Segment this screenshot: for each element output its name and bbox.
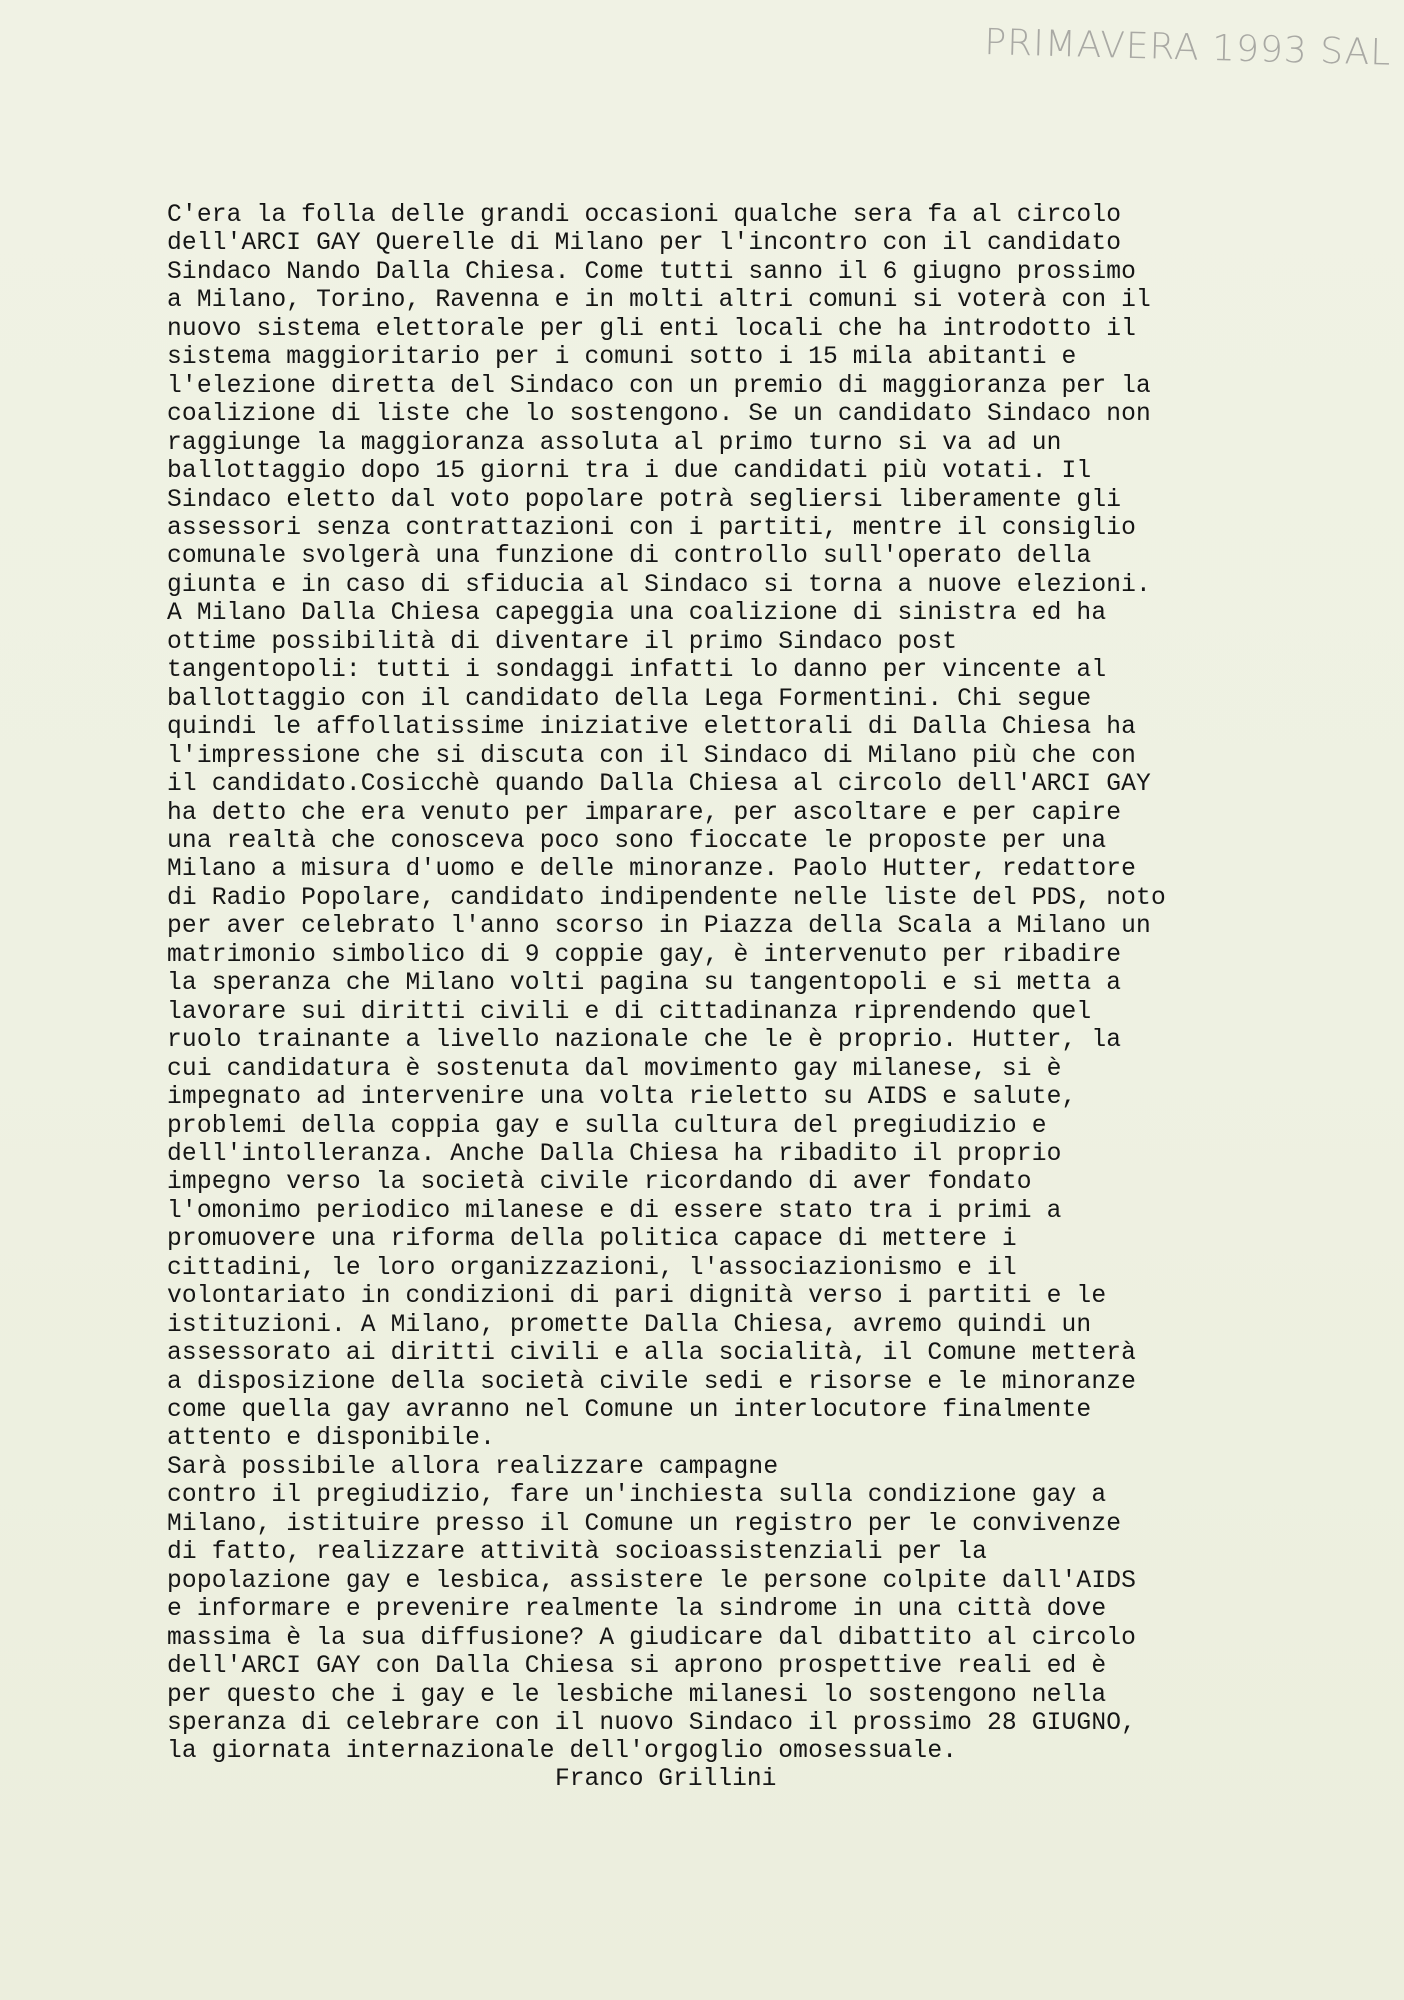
text-line: la speranza che Milano volti pagina su tangentopoli e si metta a	[167, 970, 1122, 998]
text-line: Milano a misura d'uomo e delle minoranze. Paolo Hutter, redattore	[167, 856, 1137, 884]
text-line: ballottaggio con il candidato della Lega Formentini. Chi segue	[167, 685, 1092, 713]
text-line: il candidato.Cosicchè quando Dalla Chiesa al circolo dell'ARCI GAY	[167, 771, 1151, 799]
text-line: la giornata internazionale dell'orgoglio omosessuale.	[167, 1738, 958, 1766]
text-line: A Milano Dalla Chiesa capeggia una coalizione di sinistra ed ha	[167, 600, 1107, 628]
text-line: impegno verso la società civile ricordando di aver fondato	[167, 1169, 1032, 1197]
text-line: giunta e in caso di sfiducia al Sindaco si torna a nuove elezioni.	[167, 571, 1151, 599]
text-line: ha detto che era venuto per imparare, per ascoltare e per capire	[167, 799, 1122, 827]
text-line: Milano, istituire presso il Comune un registro per le convivenze	[167, 1510, 1122, 1538]
text-line: Sarà possibile allora realizzare campagne	[167, 1453, 779, 1481]
text-line: l'elezione diretta del Sindaco con un premio di maggioranza per la	[167, 372, 1151, 400]
text-line: cittadini, le loro organizzazioni, l'associazionismo e il	[167, 1254, 1017, 1282]
text-line: ottime possibilità di diventare il primo Sindaco post	[167, 628, 958, 656]
text-line: dell'ARCI GAY Querelle di Milano per l'incontro con il candidato	[167, 230, 1122, 258]
text-line: a Milano, Torino, Ravenna e in molti altri comuni si voterà con il	[167, 287, 1151, 315]
text-line: ruolo trainante a livello nazionale che le è proprio. Hutter, la	[167, 1027, 1122, 1055]
author-signature: Franco Grillini	[555, 1766, 777, 1793]
text-line: Sindaco eletto dal voto popolare potrà segliersi liberamente gli	[167, 486, 1122, 514]
text-line: attento e disponibile.	[167, 1425, 495, 1453]
text-line: problemi della coppia gay e sulla cultura del pregiudizio e	[167, 1112, 1047, 1140]
text-line: massima è la sua diffusione? A giudicare dal dibattito al circolo	[167, 1624, 1137, 1652]
text-line: quindi le affollatissime iniziative elettorali di Dalla Chiesa ha	[167, 714, 1137, 742]
text-line: per questo che i gay e le lesbiche milanesi lo sostengono nella	[167, 1681, 1107, 1709]
text-line: istituzioni. A Milano, promette Dalla Chiesa, avremo quindi un	[167, 1311, 1092, 1339]
text-line: a disposizione della società civile sedi e risorse e le minoranze	[167, 1368, 1137, 1396]
text-line: cui candidatura è sostenuta dal movimento gay milanese, si è	[167, 1055, 1062, 1083]
text-line: l'impressione che si discuta con il Sindaco di Milano più che con	[167, 742, 1137, 770]
text-line: e informare e prevenire realmente la sindrome in una città dove	[167, 1596, 1107, 1624]
text-line: una realtà che conosceva poco sono fioccate le proposte per una	[167, 827, 1107, 855]
text-line: matrimonio simbolico di 9 coppie gay, è intervenuto per ribadire	[167, 941, 1122, 969]
text-line: ballottaggio dopo 15 giorni tra i due candidati più votati. Il	[167, 458, 1092, 486]
text-line: l'omonimo periodico milanese e di essere stato tra i primi a	[167, 1197, 1062, 1225]
text-line: tangentopoli: tutti i sondaggi infatti lo danno per vincente al	[167, 657, 1107, 685]
text-line: impegnato ad intervenire una volta rieletto su AIDS e salute,	[167, 1084, 1077, 1112]
text-line: di Radio Popolare, candidato indipendente nelle liste del PDS, noto	[167, 884, 1166, 912]
text-line: di fatto, realizzare attività socioassistenziali per la	[167, 1539, 987, 1567]
text-line: assessori senza contrattazioni con i partiti, mentre il consiglio	[167, 514, 1137, 542]
text-line: C'era la folla delle grandi occasioni qualche sera fa al circolo	[167, 202, 1122, 229]
text-line: popolazione gay e lesbica, assistere le persone colpite dall'AIDS	[167, 1567, 1137, 1595]
text-line: dell'ARCI GAY con Dalla Chiesa si aprono prospettive reali ed è	[167, 1653, 1107, 1681]
text-line: coalizione di liste che lo sostengono. Se un candidato Sindaco non	[167, 401, 1151, 429]
text-line: nuovo sistema elettorale per gli enti locali che ha introdotto il	[167, 315, 1137, 343]
article-body	[167, 202, 1317, 1767]
text-line: assessorato ai diritti civili e alla socialità, il Comune metterà	[167, 1340, 1137, 1368]
text-line: speranza di celebrare con il nuovo Sindaco il prossimo 28 GIUGNO,	[167, 1710, 1137, 1738]
text-line: comunale svolgerà una funzione di controllo sull'operato della	[167, 543, 1092, 571]
text-line: come quella gay avranno nel Comune un interlocutore finalmente	[167, 1397, 1092, 1425]
text-line: per aver celebrato l'anno scorso in Piazza della Scala a Milano un	[167, 913, 1151, 941]
text-line: dell'intolleranza. Anche Dalla Chiesa ha ribadito il proprio	[167, 1140, 1062, 1168]
text-line: lavorare sui diritti civili e di cittadinanza riprendendo quel	[167, 998, 1092, 1026]
text-line: promuovere una riforma della politica capace di mettere i	[167, 1226, 1017, 1254]
text-line: Sindaco Nando Dalla Chiesa. Come tutti sanno il 6 giugno prossimo	[167, 258, 1137, 286]
text-line: sistema maggioritario per i comuni sotto i 15 mila abitanti e	[167, 344, 1077, 372]
text-line: raggiunge la maggioranza assoluta al primo turno si va ad un	[167, 429, 1062, 457]
handwritten-archive-note: PRIMAVERA 1993 SAL	[983, 22, 1392, 74]
text-line: volontariato in condizioni di pari dignità verso i partiti e le	[167, 1283, 1107, 1311]
text-line: contro il pregiudizio, fare un'inchiesta sulla condizione gay a	[167, 1482, 1107, 1510]
